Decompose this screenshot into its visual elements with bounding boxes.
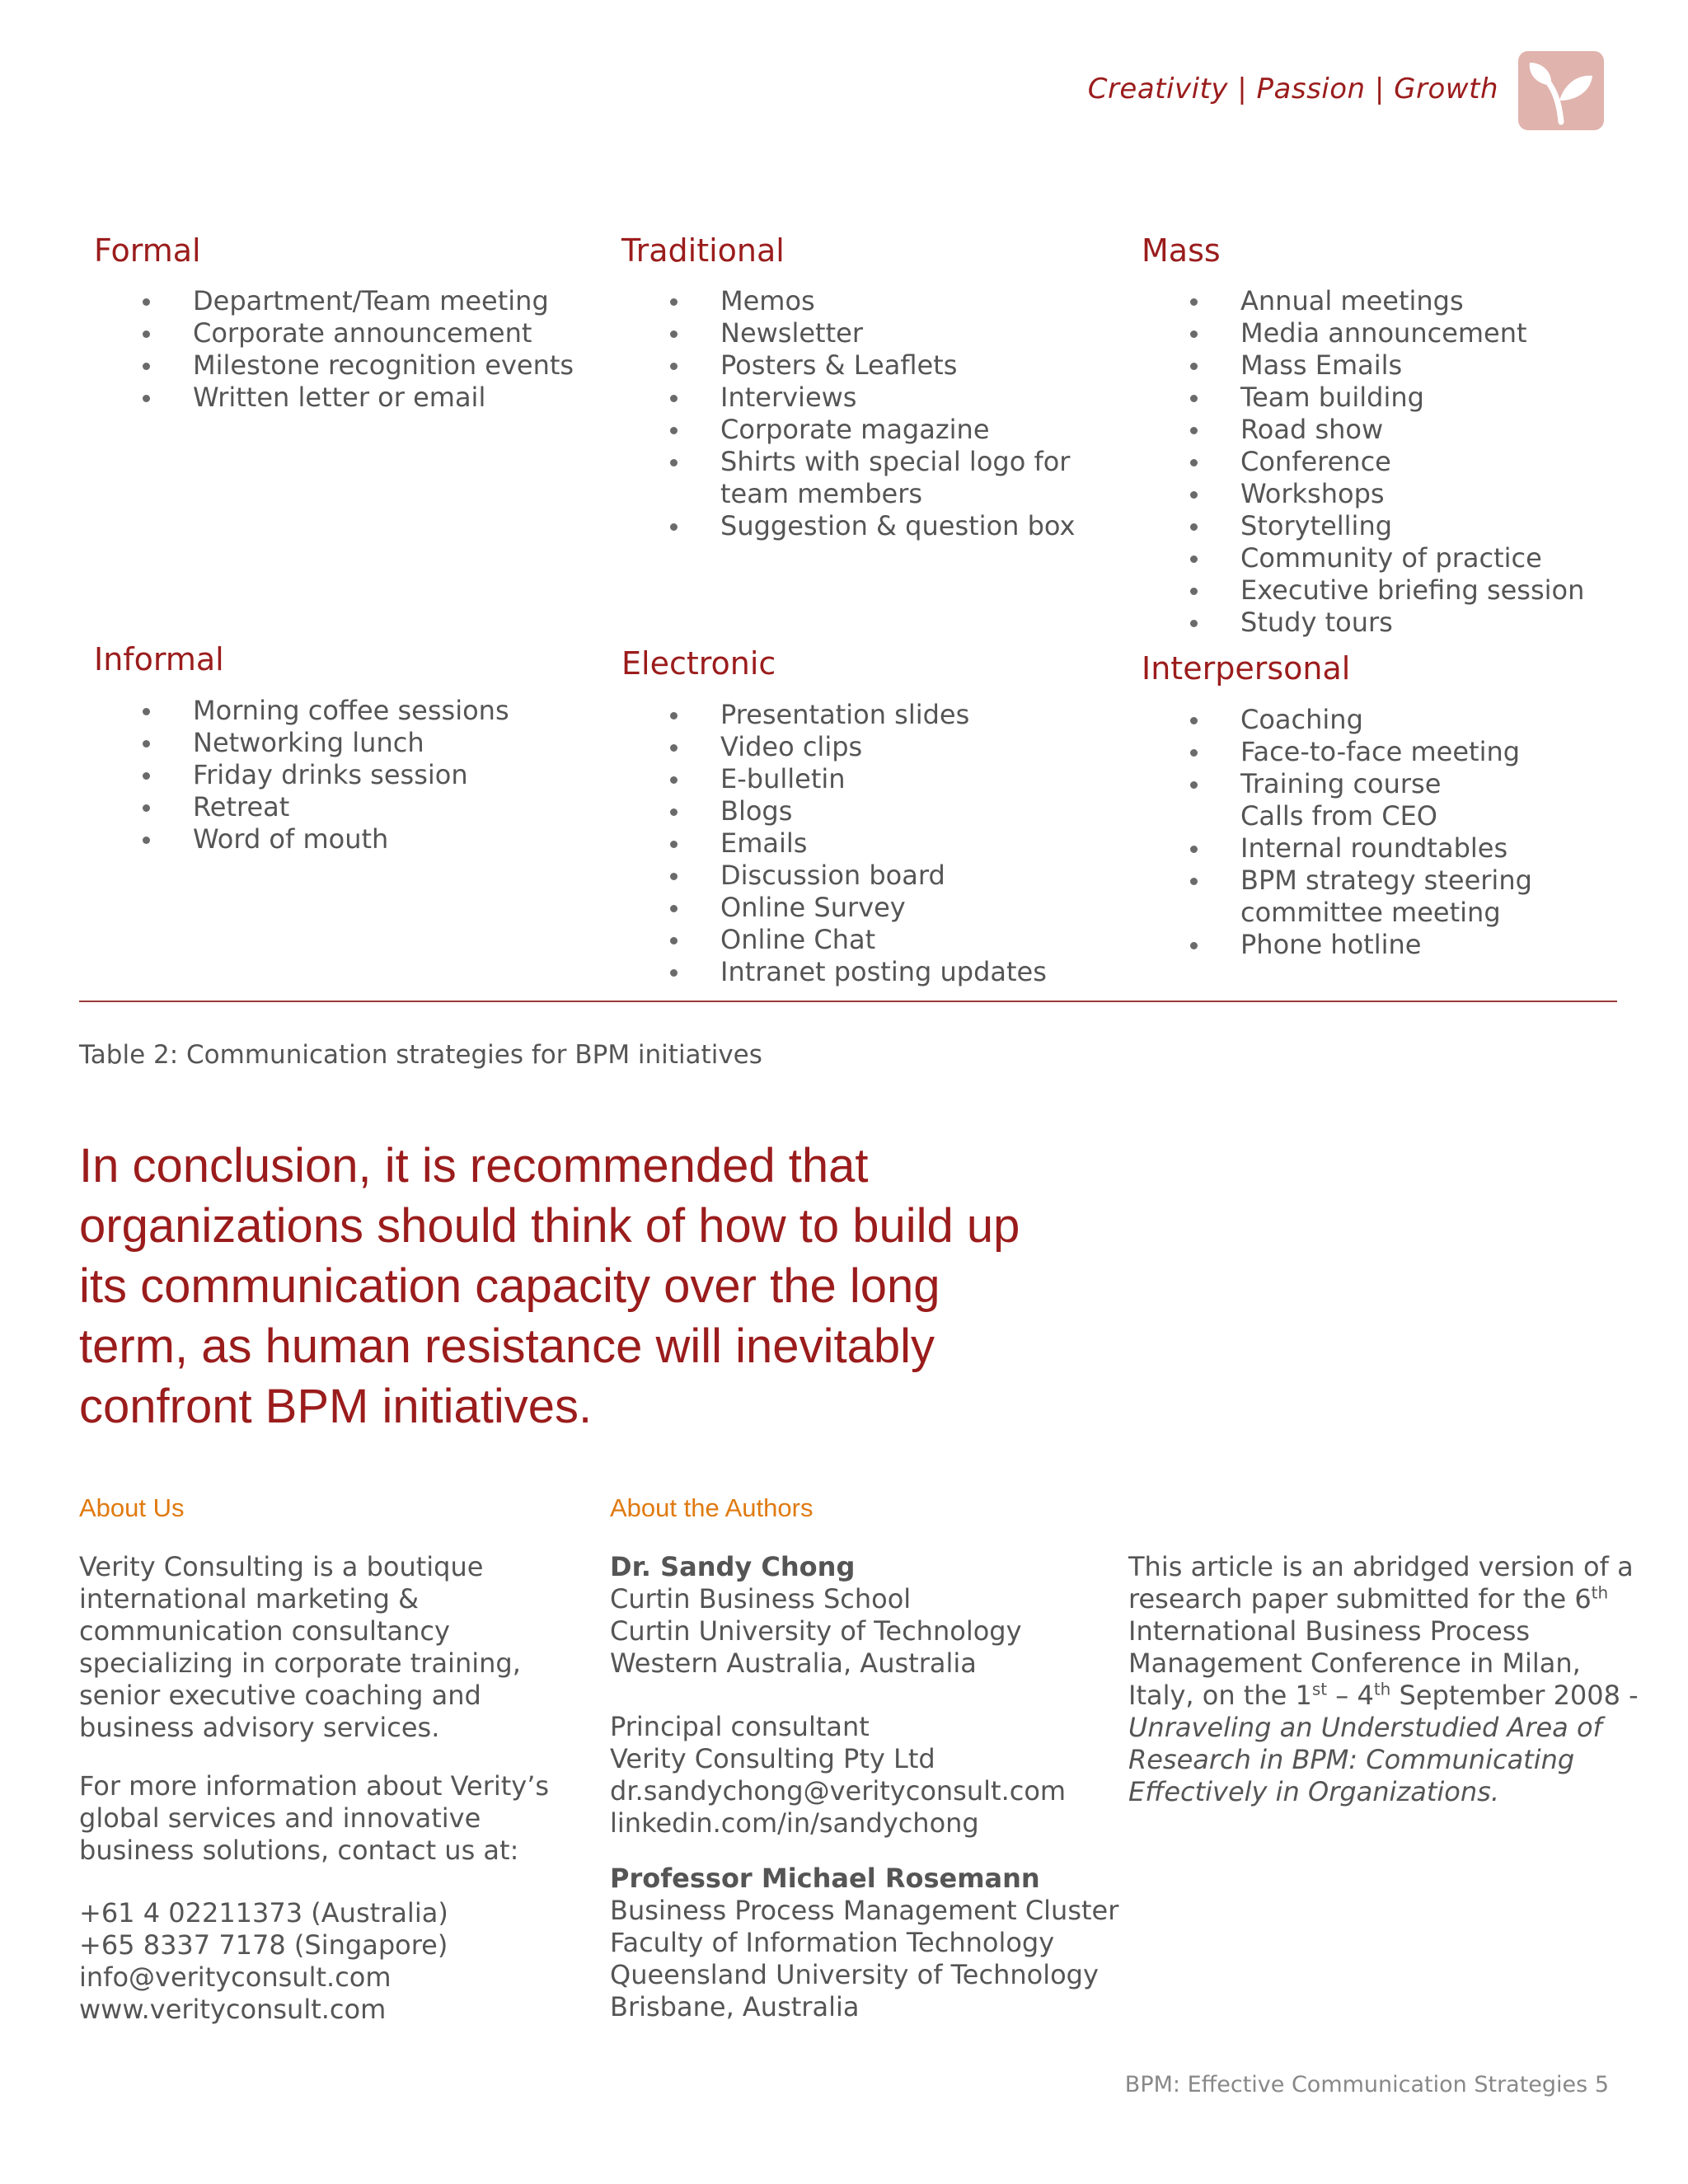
bullet-icon (1190, 298, 1198, 306)
list-item: Blogs (621, 795, 1047, 827)
list-item: Conference (1142, 446, 1584, 478)
author-2: Professor Michael Rosemann Business Process Management Cluster Faculty of Information Technology Queensland University of Technology Brisbane, Australia (610, 1863, 1119, 2022)
list-item: Executive briefing session (1142, 574, 1584, 607)
informal-list (94, 695, 509, 855)
bullet-icon (143, 298, 150, 306)
bullet-icon (143, 363, 150, 370)
bullet-icon (1190, 555, 1198, 563)
bullet-icon (670, 776, 678, 784)
bullet-icon (670, 523, 678, 531)
bullet-icon (670, 937, 678, 944)
list-item: Road show (1142, 414, 1584, 446)
bullet-icon (1190, 717, 1198, 724)
list-item: Coaching (1142, 704, 1532, 736)
bullet-icon (670, 395, 678, 402)
bullet-icon (143, 772, 150, 780)
list-item: E-bulletin (621, 763, 1047, 795)
about-authors-heading: About the Authors (610, 1493, 814, 1522)
list-item: Community of practice (1142, 542, 1584, 574)
bullet-icon (670, 969, 678, 977)
bullet-icon (1190, 523, 1198, 531)
about-us-description: Verity Consulting is a boutique international marketing & communication consultancy specializing in corporate training, senior executive coaching and business advisory services. (79, 1551, 521, 1743)
article-note: This article is an abridged version of a research paper submitted for the 6th International Business Process Management Conference in Milan, Italy, on the 1st – 4th September 2008 - Unraveling an Understudied Area of Research in BPM: Communicating Effectively in Organizations. (1128, 1551, 1639, 1807)
bullet-icon (670, 298, 678, 306)
list-item: Mass Emails (1142, 349, 1584, 382)
bullet-icon (670, 712, 678, 719)
divider (79, 1001, 1617, 1002)
list-item: BPM strategy steering (1142, 865, 1532, 897)
about-us-contacts (79, 1897, 448, 2026)
category-title-interpersonal: Interpersonal (1142, 650, 1351, 687)
author-1-role: Principal consultant Verity Consulting Pty Ltd dr.sandychong@verityconsult.com linkedin.com/in/sandychong (610, 1711, 1067, 1839)
conclusion-line: its communication capacity over the long (79, 1259, 940, 1313)
list-item: Presentation slides (621, 699, 1047, 731)
bullet-icon (670, 459, 678, 466)
list-item: Morning coffee sessions (94, 695, 509, 727)
bullet-icon (670, 905, 678, 912)
list-item: Phone hotline (1142, 929, 1532, 961)
paper-title: Research in BPM: Communicating (1128, 1744, 1575, 1775)
paper-title: Effectively in Organizations. (1128, 1776, 1499, 1807)
sprout-leaf-icon (1518, 51, 1604, 130)
bullet-icon (1190, 491, 1198, 499)
bullet-icon (670, 873, 678, 880)
list-item: Workshops (1142, 478, 1584, 510)
list-item: Online Chat (621, 924, 1047, 956)
about-us-contact-intro: For more information about Verity’s global services and innovative business solutions, contact us at: (79, 1770, 550, 1866)
bullet-icon (1190, 749, 1198, 757)
conclusion-line: organizations should think of how to build up (79, 1199, 1020, 1253)
interpersonal-list (1142, 704, 1532, 961)
phone-australia: +61 4 02211373 (Australia) (79, 1897, 448, 1929)
linkedin-link[interactable]: linkedin.com/in/sandychong (610, 1807, 979, 1839)
list-item: Interviews (621, 382, 1075, 414)
list-item: Study tours (1142, 607, 1584, 639)
email-link[interactable]: dr.sandychong@verityconsult.com (610, 1775, 1067, 1807)
list-item-continuation: committee meeting (1240, 897, 1501, 928)
bullet-icon (670, 363, 678, 370)
mass-list (1142, 285, 1584, 639)
bullet-icon (670, 744, 678, 752)
list-item: Corporate announcement (94, 317, 574, 349)
list-item: Posters & Leaflets (621, 349, 1075, 382)
list-item: Internal roundtables (1142, 832, 1532, 865)
category-title-mass: Mass (1142, 232, 1221, 269)
bullet-icon (1190, 363, 1198, 370)
author-name: Dr. Sandy Chong (610, 1551, 856, 1582)
list-item: Training course (1142, 768, 1532, 800)
bullet-icon (1190, 459, 1198, 466)
bullet-icon (143, 740, 150, 748)
bullet-icon (1190, 878, 1198, 885)
list-item: Team building (1142, 382, 1584, 414)
bullet-icon (1190, 781, 1198, 789)
bullet-icon (1190, 846, 1198, 853)
list-item-continuation: team members (720, 478, 923, 509)
bullet-icon (670, 808, 678, 816)
bullet-icon (143, 837, 150, 844)
list-item: Media announcement (1142, 317, 1584, 349)
bullet-icon (1190, 330, 1198, 338)
list-item: Memos (621, 285, 1075, 317)
bullet-icon (670, 427, 678, 434)
email-link[interactable]: info@verityconsult.com (79, 1961, 392, 1993)
list-item: Emails (621, 827, 1047, 860)
list-item: Corporate magazine (621, 414, 1075, 446)
about-us-heading: About Us (79, 1493, 185, 1522)
list-item: Milestone recognition events (94, 349, 574, 382)
list-item: Written letter or email (94, 382, 574, 414)
category-title-traditional: Traditional (621, 232, 785, 269)
bullet-icon (143, 804, 150, 812)
phone-singapore: +65 8337 7178 (Singapore) (79, 1929, 448, 1961)
author-1: Dr. Sandy Chong Curtin Business School Curtin University of Technology Western Australia, Australia (610, 1551, 1022, 1679)
category-title-formal: Formal (94, 232, 201, 269)
paper-title: Unraveling an Understudied Area of (1128, 1712, 1602, 1743)
page-footer: BPM: Effective Communication Strategies 5 (1124, 2072, 1609, 2097)
website-link[interactable]: www.verityconsult.com (79, 1994, 387, 2025)
list-item: Online Survey (621, 892, 1047, 924)
electronic-list (621, 699, 1047, 988)
category-title-informal: Informal (94, 641, 224, 677)
bullet-icon (1190, 588, 1198, 595)
list-item: Newsletter (621, 317, 1075, 349)
list-item: Retreat (94, 791, 509, 823)
conclusion-quote (79, 1136, 1134, 1436)
list-item: Discussion board (621, 860, 1047, 892)
conclusion-line: confront BPM initiatives. (79, 1380, 593, 1433)
tagline: Creativity | Passion | Growth (1087, 73, 1498, 105)
traditional-list (621, 285, 1075, 542)
list-item: Storytelling (1142, 510, 1584, 542)
bullet-icon (1190, 395, 1198, 402)
bullet-icon (143, 330, 150, 338)
list-item: Shirts with special logo for (621, 446, 1075, 478)
category-title-electronic: Electronic (621, 645, 776, 682)
bullet-icon (670, 330, 678, 338)
conclusion-line: term, as human resistance will inevitably (79, 1319, 935, 1373)
list-item-continuation: Calls from CEO (1240, 800, 1437, 832)
list-item: Department/Team meeting (94, 285, 574, 317)
formal-list (94, 285, 574, 414)
list-item: Networking lunch (94, 727, 509, 759)
bullet-icon (143, 708, 150, 715)
bullet-icon (1190, 942, 1198, 949)
list-item: Video clips (621, 731, 1047, 763)
list-item: Suggestion & question box (621, 510, 1075, 542)
table-caption: Table 2: Communication strategies for BPM initiatives (79, 1040, 762, 1070)
bullet-icon (670, 841, 678, 848)
conclusion-line: In conclusion, it is recommended that (79, 1139, 869, 1193)
bullet-icon (143, 395, 150, 402)
list-item: Annual meetings (1142, 285, 1584, 317)
list-item: Word of mouth (94, 823, 509, 855)
author-name: Professor Michael Rosemann (610, 1863, 1040, 1894)
list-item: Friday drinks session (94, 759, 509, 791)
bullet-icon (1190, 620, 1198, 627)
list-item: Face-to-face meeting (1142, 736, 1532, 768)
list-item: Intranet posting updates (621, 956, 1047, 988)
bullet-icon (1190, 427, 1198, 434)
